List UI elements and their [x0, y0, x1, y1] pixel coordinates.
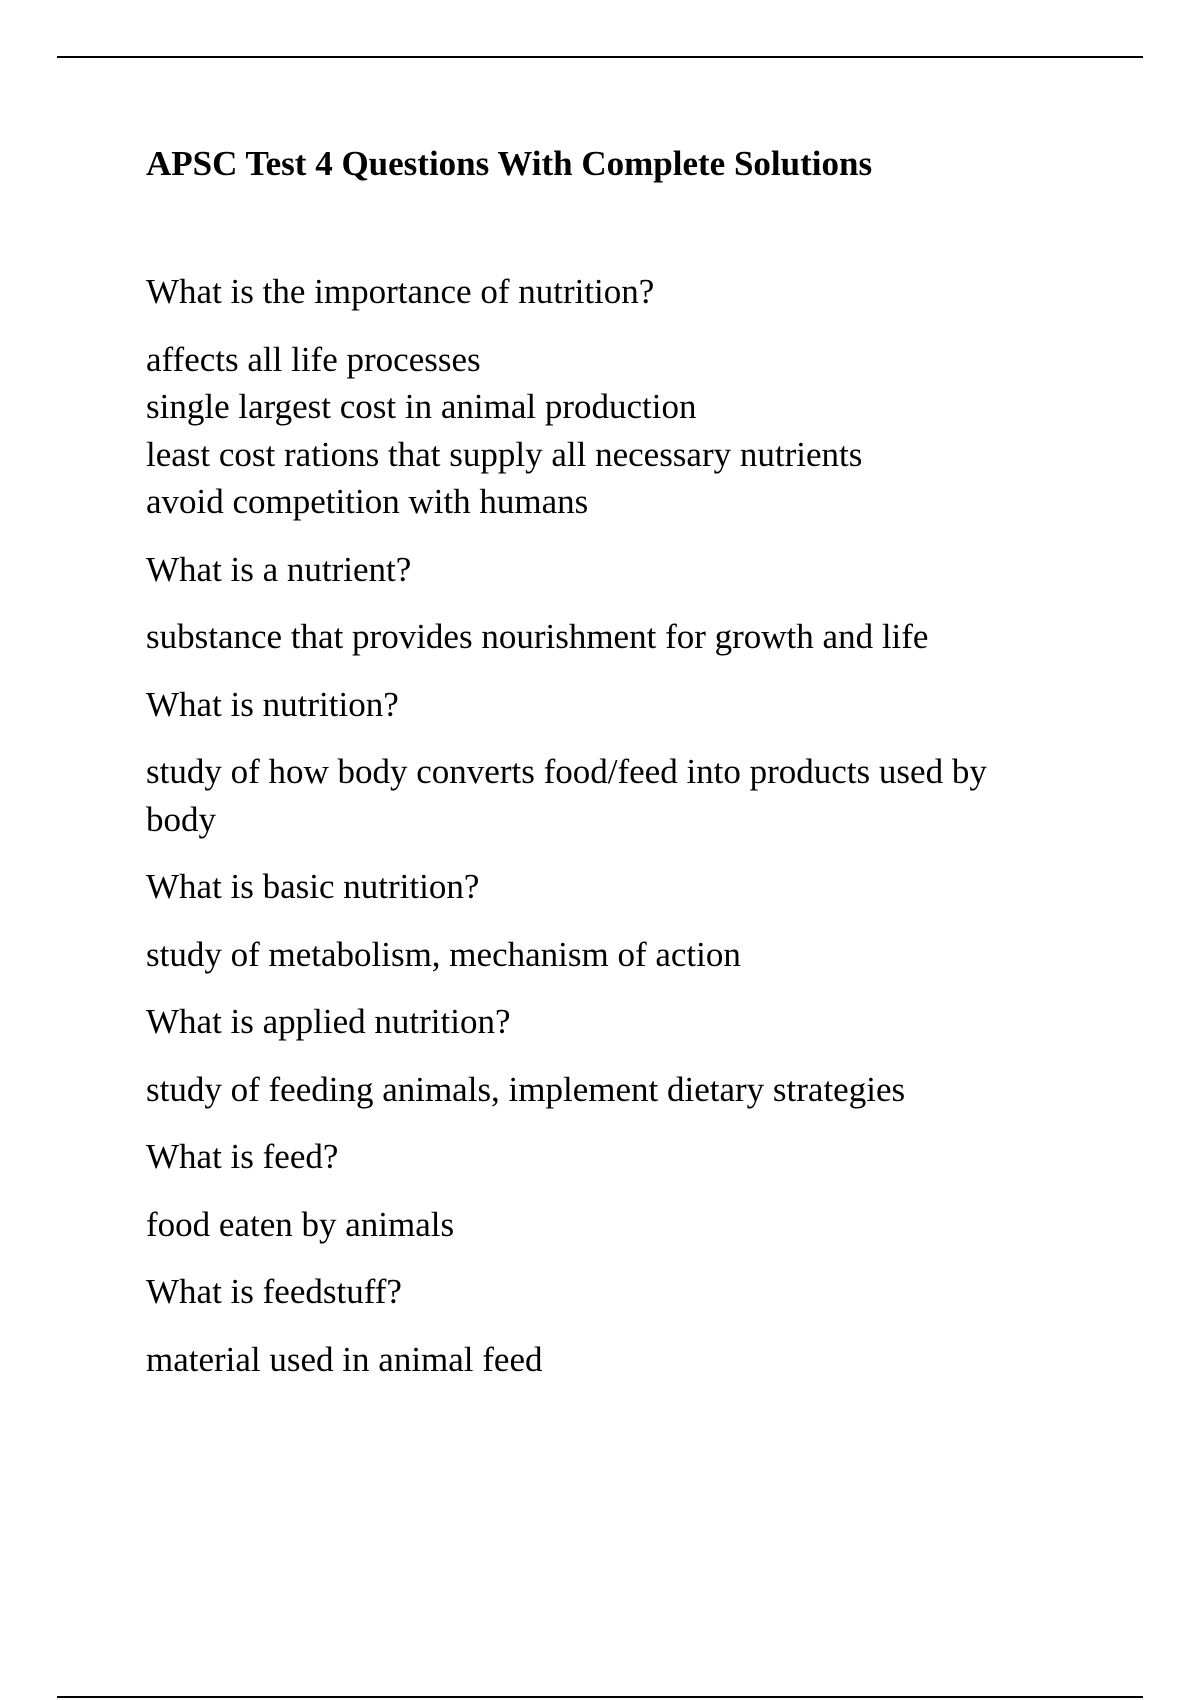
- question-text: What is a nutrient?: [146, 549, 412, 589]
- document-body: [146, 142, 1046, 1383]
- answer-block: [146, 1336, 1046, 1384]
- top-divider: [57, 56, 1143, 58]
- answer-line: affects all life processes: [146, 339, 481, 379]
- answer-line: avoid competition with humans: [146, 482, 589, 521]
- answer-block: [146, 1201, 1046, 1249]
- question-text: What is feedstuff?: [146, 1272, 402, 1311]
- answer-line: food eaten by animals: [146, 1204, 455, 1244]
- qa-list: [146, 268, 1046, 1383]
- qa-item: [146, 998, 1046, 1113]
- answer-line: study of feeding animals, implement dietary strategies: [146, 1069, 906, 1109]
- answer-block: [146, 748, 1046, 843]
- answer-line: single largest cost in animal production: [146, 387, 697, 426]
- answer-block: [146, 931, 1046, 979]
- answer-line: substance that provides nourishment for growth and life: [146, 617, 929, 656]
- question-text: What is the importance of nutrition?: [146, 272, 655, 311]
- qa-item: [146, 1133, 1046, 1248]
- answer-line: material used in animal feed: [146, 1339, 543, 1379]
- qa-item: [146, 1268, 1046, 1383]
- qa-item: [146, 546, 1046, 661]
- question-text: What is nutrition?: [146, 684, 399, 724]
- question-text: What is applied nutrition?: [146, 1002, 511, 1041]
- answer-line: least cost rations that supply all necessary nutrients: [146, 434, 863, 474]
- qa-item: [146, 268, 1046, 526]
- question-text: What is feed?: [146, 1137, 339, 1176]
- qa-item: [146, 863, 1046, 978]
- answer-line: study of how body converts food/feed into products used by body: [146, 752, 987, 839]
- question-text: What is basic nutrition?: [146, 867, 480, 906]
- answer-block: [146, 336, 1046, 526]
- answer-block: [146, 613, 1046, 661]
- answer-block: [146, 1066, 1046, 1114]
- document-title: APSC Test 4 Questions With Complete Solutions: [146, 144, 873, 183]
- answer-line: study of metabolism, mechanism of action: [146, 934, 741, 974]
- qa-item: [146, 681, 1046, 844]
- bottom-divider: [57, 1696, 1143, 1698]
